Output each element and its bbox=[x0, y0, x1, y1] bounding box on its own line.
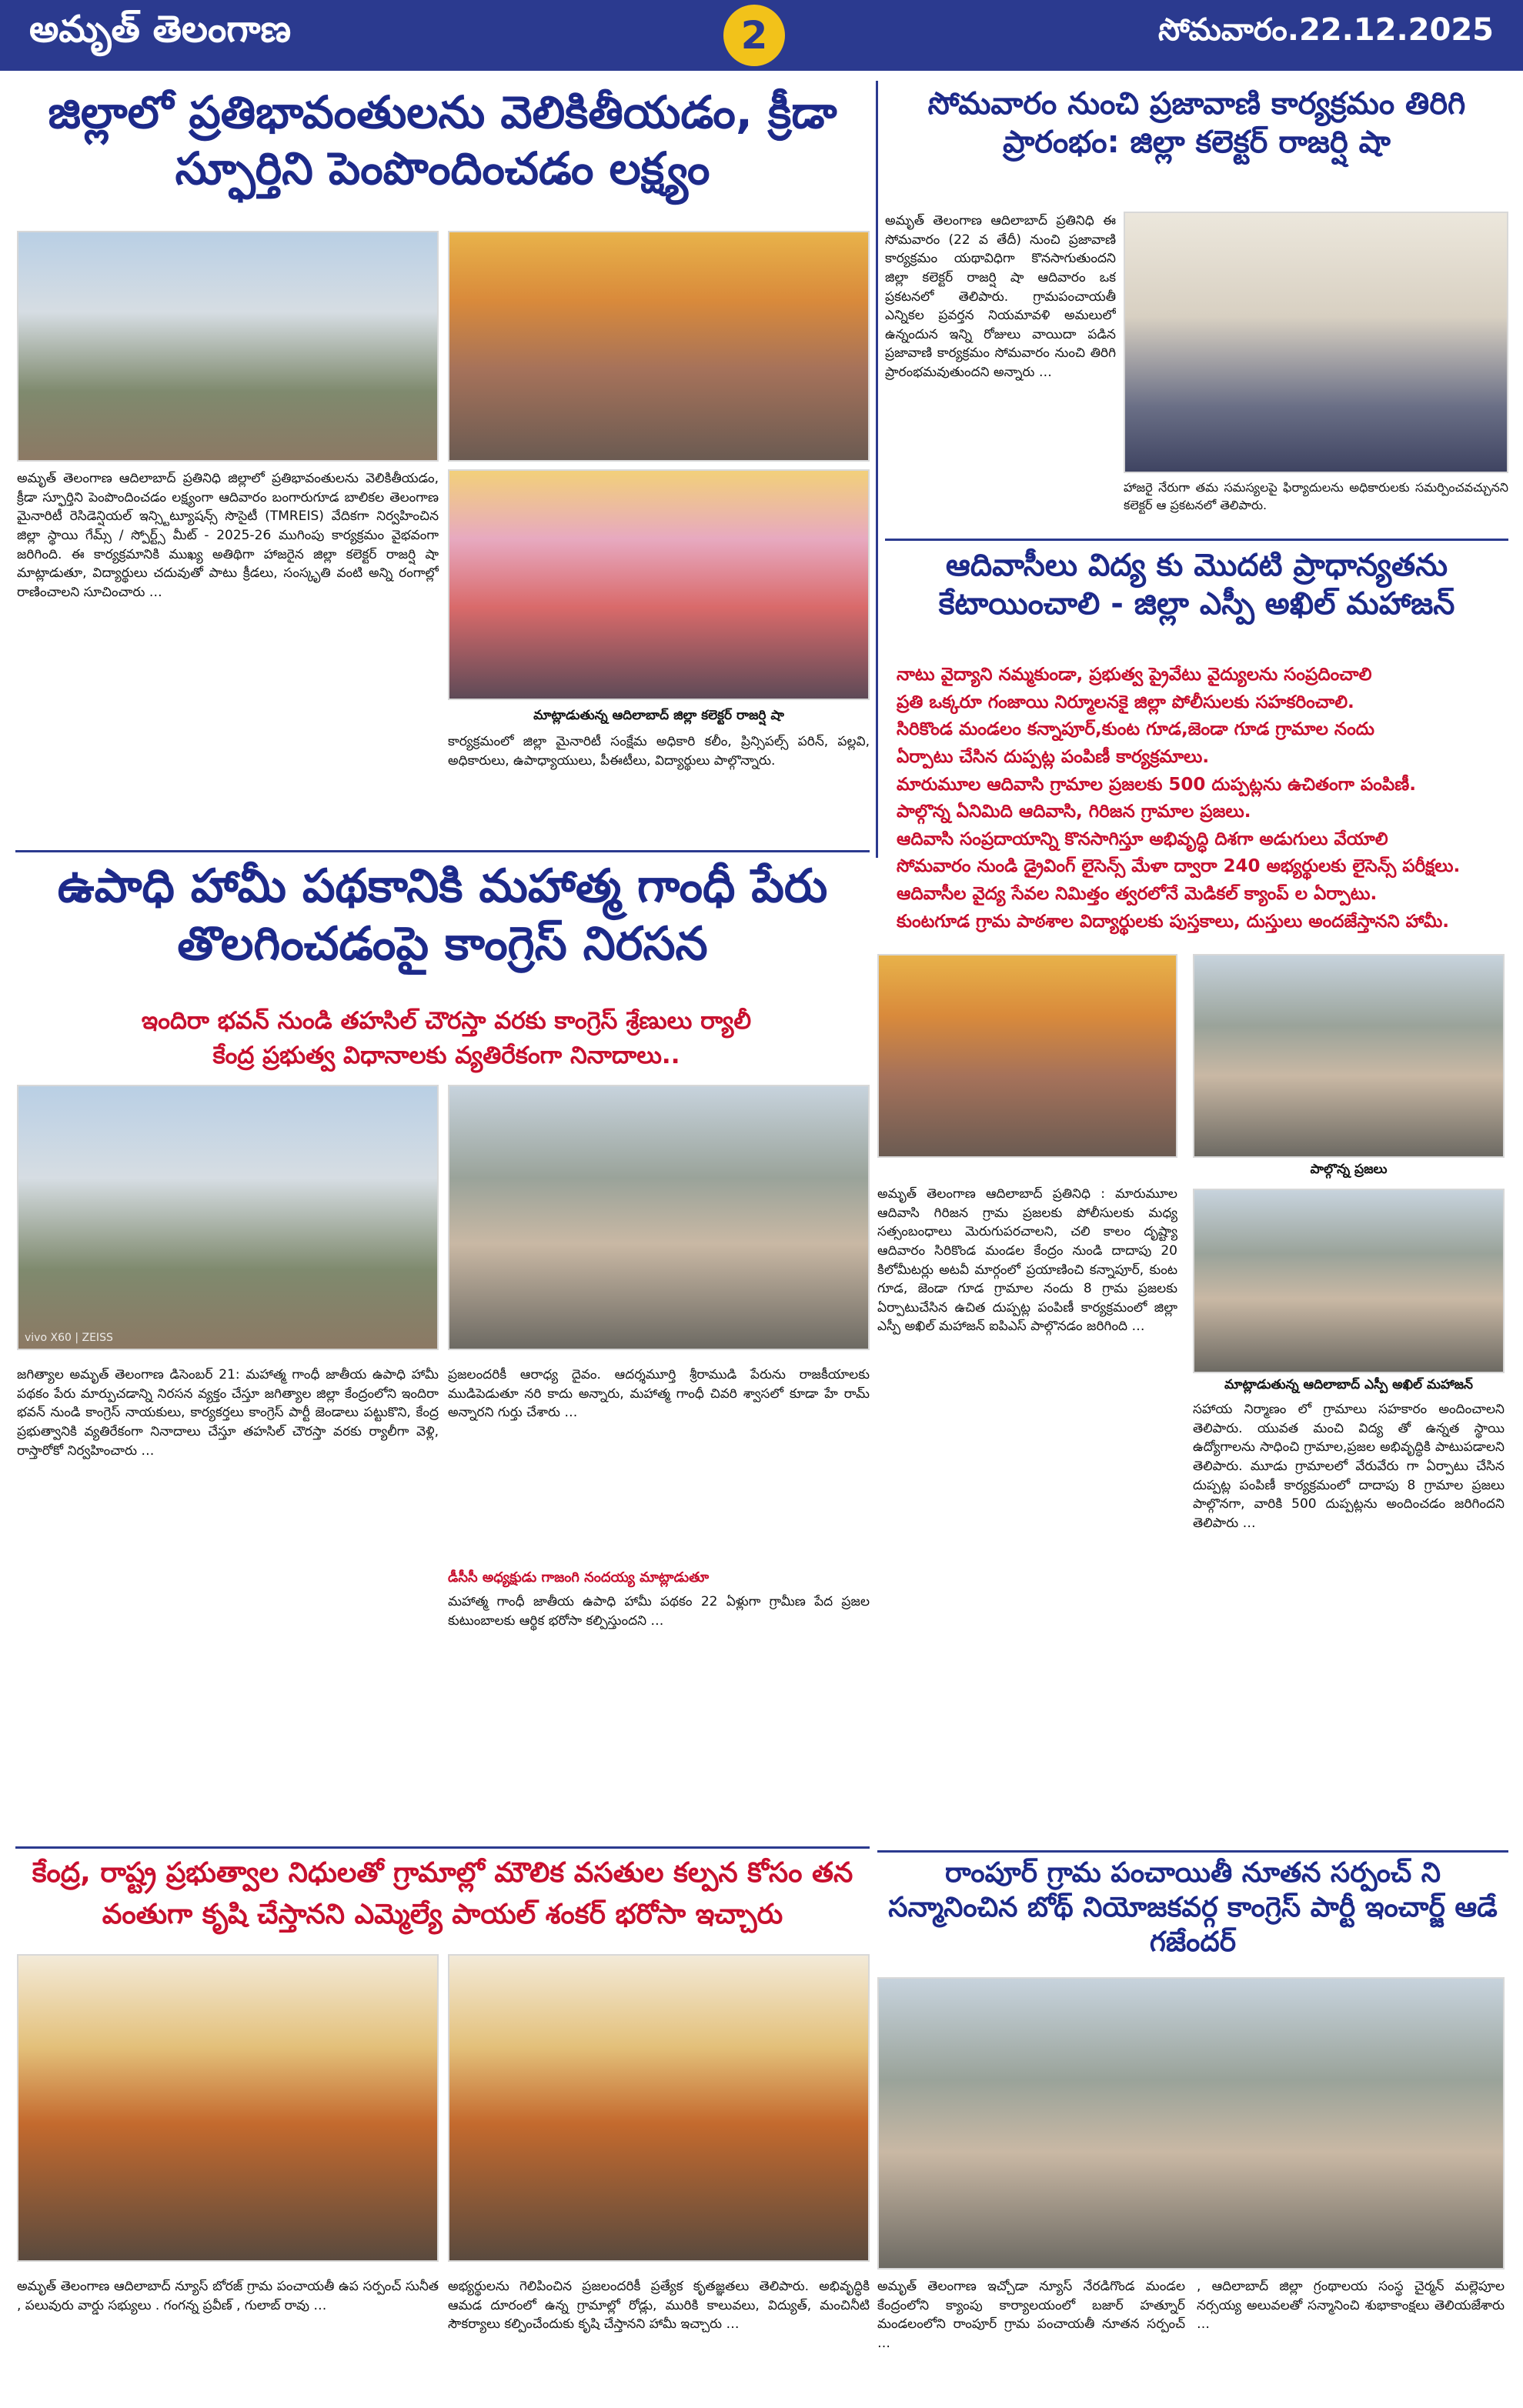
sp-bullet: ప్రతి ఒక్కరూ గంజాయి నిర్మూలనకై జిల్లా పోలీసులకు సహకరించాలి. bbox=[897, 692, 1354, 712]
mla-photo-right bbox=[448, 1954, 870, 2262]
sp-bullet: ఆదివాసి సంప్రదాయాన్ని కొనసాగిస్తూ అభివృద్ధి దిశగా అడుగులు వేయాలి bbox=[897, 829, 1388, 849]
congress-story bbox=[15, 858, 870, 1004]
congress-sit-in-photo bbox=[448, 1085, 870, 1350]
villagers-photo bbox=[1193, 954, 1505, 1158]
masthead bbox=[0, 0, 1523, 71]
congress-subhead: కేంద్ర ప్రభుత్వ విధానాలకు వ్యతిరేకంగా నినాదాలు.. bbox=[212, 1041, 680, 1069]
sports-story bbox=[15, 85, 870, 215]
column-divider bbox=[876, 81, 878, 858]
section-divider bbox=[15, 1846, 870, 1849]
sarpanch-body-left: అమృత్ తెలంగాణ ఇచ్చోడా న్యూస్ నేరడిగొండ మండల కేంద్రంలోని క్యాంపు కార్యాలయంలో బజార్ హత్నూర్ మండలంలోని రాంపూర్ గ్రామ పంచాయతీ నూతన సర్పంచ్ … bbox=[877, 2279, 1185, 2351]
mla-headline: కేంద్ర, రాష్ట్ర ప్రభుత్వాల నిధులతో గ్రామాల్లో మౌలిక వసతుల కల్పన కోసం తన వంతుగా కృషి చేస్తానని ఎమ్మెల్యే పాయల్ శంకర్ భరోసా ఇచ్చారు bbox=[32, 1857, 853, 1930]
prajavani-headline: సోమవారం నుంచి ప్రజావాణి కార్యక్రమం తిరిగి ప్రారంభం: జిల్లా కలెక్టర్ రాజర్షి షా bbox=[927, 86, 1466, 160]
sp-bullet: ఏర్పాటు చేసిన దుప్పట్ల పంపిణీ కార్యక్రమాలు. bbox=[897, 746, 1210, 767]
sp-headline: ఆదివాసీలు విద్య కు మొదటి ప్రాధాన్యతను కేటాయించాలి - జిల్లా ఎస్పీ అఖిల్ మహాజన్ bbox=[938, 548, 1455, 622]
page-number-badge: 2 bbox=[723, 5, 785, 66]
sp-bullet: నాటు వైద్యాని నమ్మకుండా, ప్రభుత్వ ప్రైవేటు వైద్యులను సంప్రదించాలి bbox=[897, 665, 1372, 685]
section-divider bbox=[877, 1850, 1508, 1853]
sp-speaking-photo bbox=[1193, 1189, 1505, 1373]
sp-body-right: సహాయ నిర్మాణం లో గ్రామాలు సహకారం అందించాలని తెలిపారు. యువత మంచి విద్య తో ఉన్నత స్థాయి ఉద్యోగాలను సాధించి గ్రామాల,ప్రజల అభివృద్ధికి పాటుపడాలని తెలిపారు. మూడు గ్రామాలలో వేరువేరు గా ఏర్పాటు చేసిన దుప్పట్ల పంపిణీ కార్యక్రమంలో దాదాపు 8 గ్రామాల ప్రజలు పాల్గొనగా, వారికి 500 దుప్పట్లను అందించడం జరిగిందని తెలిపారు … bbox=[1193, 1402, 1505, 1531]
sp-bullet: పాల్గొన్న ఏనిమిది ఆదివాసి, గిరిజన గ్రామాల ప్రజలు. bbox=[897, 802, 1251, 822]
sarpanch-headline: రాంపూర్ గ్రామ పంచాయితీ నూతన సర్పంచ్ ని సన్మానించిన బోథ్ నియోజకవర్గ కాంగ్రెస్ పార్టీ ఇంచార్జ్ ఆడే గజేందర్ bbox=[888, 1857, 1498, 1958]
sarpanch-story bbox=[877, 1856, 1508, 1971]
sports-field-photo bbox=[17, 231, 439, 462]
sp-caption: మాట్లాడుతున్న ఆదిలాబాద్ ఎస్పీ అఖిల్ మహాజన్ bbox=[1224, 1377, 1473, 1392]
congress-inline-subhead: డీసీసీ అధ్యక్షుడు గాజంగి నందయ్య మాట్లాడుతూ bbox=[448, 1569, 710, 1586]
collector-speaking-photo bbox=[448, 469, 870, 700]
sp-blanket-photo bbox=[877, 954, 1177, 1158]
mla-photo-left bbox=[17, 1954, 439, 2262]
congress-subheads bbox=[31, 1004, 862, 1073]
mla-story bbox=[15, 1853, 870, 1945]
sp-bullet: ఆదివాసీల వైద్య సేవల నిమిత్తం త్వరలోనే మెడికల్ క్యాంప్ ల ఏర్పాటు. bbox=[897, 884, 1378, 905]
sarpanch-felicitation-photo bbox=[877, 1977, 1505, 2270]
sports-caption: మాట్లాడుతున్న ఆదిలాబాద్ జిల్లా కలెక్టర్ రాజర్షి షా bbox=[533, 708, 784, 723]
sports-prize-photo bbox=[448, 231, 870, 462]
sports-headline: జిల్లాలో ప్రతిభావంతులను వెలికితీయడం, క్రీడా స్ఫూర్తిని పెంపొందించడం లక్ష్యం bbox=[48, 86, 837, 195]
sp-bullet-list bbox=[897, 662, 1512, 946]
villagers-caption: పాల్గొన్న ప్రజలు bbox=[1310, 1162, 1388, 1177]
congress-subhead: ఇందిరా భవన్ నుండి తహసిల్ చౌరస్తా వరకు కాంగ్రెస్ శ్రేణులు ర్యాలీ bbox=[141, 1007, 752, 1035]
section-divider bbox=[885, 539, 1508, 541]
camera-stamp: vivo X60 | ZEISS bbox=[25, 1332, 113, 1344]
mla-body-right: అభ్యర్థులను గెలిపించిన ప్రజలందరికీ ప్రత్యేక కృతజ్ఞతలు తెలిపారు. అభివృద్ధికి ఆమడ దూరంలో ఉన్న గ్రామాల్లో రోడ్లు, మురికి కాలువలు, విద్యుత్, మంచినీటి సౌకర్యాలు కల్పించేందుకు కృషి చేస్తానని హామీ ఇచ్చారు … bbox=[448, 2279, 870, 2333]
congress-headline: ఉపాధి హామీ పథకానికి మహాత్మ గాంధీ పేరు తొలగించడంపై కాంగ్రెస్ నిరసన bbox=[57, 859, 828, 971]
issue-date: సోమవారం.22.12.2025 bbox=[1158, 12, 1494, 48]
sports-caption-extra: కార్యక్రమంలో జిల్లా మైనారిటీ సంక్షేమ అధికారి కలీం, ప్రిన్సిపల్స్ పరిన్, పల్లవి, అధికారులు, ఉపాధ్యాయులు, పీఈటీలు, విద్యార్థులు పాల్గొన్నారు. bbox=[448, 734, 870, 769]
prajavani-body: అమృత్ తెలంగాణ ఆదిలాబాద్ ప్రతినిధి ఈ సోమవారం (22 వ తేదీ) నుంచి ప్రజావాణి కార్యక్రమం యథావిధిగా కొనసాగుతుందని జిల్లా కలెక్టర్ రాజర్షి షా ఆదివారం ఒక ప్రకటనలో తెలిపారు. గ్రామపంచాయతీ ఎన్నికల ప్రవర్తన నియమావళి అమలులో ఉన్నందున ఇన్ని రోజులు వాయిదా పడిన ప్రజావాణి కార్యక్రమం సోమవారం నుంచి తిరిగి ప్రారంభమవుతుందని అన్నారు … bbox=[885, 213, 1116, 381]
congress-body-left: జగిత్యాల అమృత్ తెలంగాణ డిసెంబర్ 21: మహాత్మ గాంధీ జాతీయ ఉపాధి హామీ పథకం పేరు మార్పుచడాన్ని నిరసన వ్యక్తం చేస్తూ జగిత్యాల జిల్లా కేంద్రంలోని ఇందిరా భవన్ నుండి కాంగ్రెస్ నాయకులు, కార్యకర్తలు కాంగ్రెస్ పార్టీ జెండాలు పట్టుకొని, కేంద్ర ప్రభుత్వానికి వ్యతిరేకంగా నినాదాలు చేస్తూ తహసిల్ చౌరస్తా వరకు ర్యాలీగా వెళ్లి, రాస్తారోకో నిర్వహించారు … bbox=[17, 1367, 439, 1459]
sp-body-left: అమృత్ తెలంగాణ ఆదిలాబాద్ ప్రతినిధి : మారుమూల ఆదివాసి గిరిజన గ్రామ ప్రజలకు పోలీసులకు మధ్య సత్సంబంధాలు మెరుగుపరచాలని, చలి కాలం దృష్ట్యా ఆదివారం సిరికొండ మండల కేంద్రం నుండి దాదాపు 20 కిలోమీటర్లు అటవీ మార్గంలో ప్రయాణించి కన్నాపూర్, కుంట గూడ, జెండా గూడ గ్రామాల నందు 8 గ్రామ ప్రజలకు ఏర్పాటుచేసిన ఉచిత దుప్పట్ల పంపిణీ కార్యక్రమంలో జిల్లా ఎస్పీ అఖిల్ మహాజన్ ఐపిఎస్ పాల్గొనడం జరిగింది … bbox=[877, 1186, 1177, 1335]
congress-body-right: ప్రజలందరికీ ఆరాధ్య దైవం. ఆదర్శమూర్తి శ్రీరాముడి పేరును రాజకీయాలకు ముడిపెడుతూ నరి కాదు అన్నారు, మహాత్మ గాంధీ చివరి శ్వాసలో కూడా హే రామ్ అన్నారని గుర్తు చేశారు … bbox=[448, 1367, 870, 1421]
sp-story bbox=[885, 546, 1508, 662]
sp-bullet: కుంటగూడ గ్రామ పాఠశాల విద్యార్థులకు పుస్తకాలు, దుస్తులు అందజేస్తానని హామీ. bbox=[897, 911, 1450, 932]
sp-bullet: సోమవారం నుండి డ్రైవింగ్ లైసెన్స్ మేళా ద్వారా 240 అభ్యర్థులకు లైసెన్స్ పరీక్షలు. bbox=[897, 856, 1461, 877]
sarpanch-body-right: , ఆదిలాబాద్ జిల్లా గ్రంథాలయ సంస్థ చైర్మన్ మల్లెపూల నర్సయ్య అలువలతో సన్మానించి శుభాకాంక్షలు తెలియజేశారు … bbox=[1197, 2279, 1505, 2333]
prajavani-caption: హాజరై నేరుగా తమ సమస్యలపై ఫిర్యాదులను అధికారులకు సమర్పించవచ్చునని కలెక్టర్ ఆ ప్రకటనలో తెలిపారు. bbox=[1124, 480, 1508, 513]
sp-bullet: మారుమూల ఆదివాసి గ్రామాల ప్రజలకు 500 దుప్పట్లను ఉచితంగా పంపిణీ. bbox=[897, 774, 1416, 795]
sports-body: అమృత్ తెలంగాణ ఆదిలాబాద్ ప్రతినిధి జిల్లాలో ప్రతిభావంతులను వెలికితీయడం, క్రీడా స్ఫూర్తిని పెంపొందించడం లక్ష్యంగా ఆదివారం బంగారుగూడ బాలికల తెలంగాణ మైనారిటీ రెసిడెన్షియల్ ఇన్స్టిట్యూషన్స్ సొసైటీ (TMREIS) వేదికగా నిర్వహించిన జిల్లా స్థాయి గేమ్స్ / స్పోర్ట్స్ మీట్ - 2025-26 ముగింపు కార్యక్రమం వైభవంగా జరిగింది. ఈ కార్యక్రమానికి ముఖ్య అతిథిగా హాజరైన జిల్లా కలెక్టర్ రాజర్షి షా మాట్లాడుతూ, విద్యార్థులు చదువుతో పాటు క్రీడలు, సంస్కృతి వంటి అన్ని రంగాల్లో రాణించాలని సూచించారు … bbox=[17, 471, 439, 600]
congress-body-right-2: మహాత్మ గాంధీ జాతీయ ఉపాధి హామీ పథకం 22 ఏళ్లుగా గ్రామీణ పేద ప్రజల కుటుంబాలకు ఆర్థిక భరోసా కల్పిస్తుందని … bbox=[448, 1594, 870, 1629]
section-divider bbox=[15, 850, 870, 852]
collector-office-photo bbox=[1124, 212, 1508, 473]
congress-rally-photo bbox=[17, 1085, 439, 1350]
sp-bullet: సిరికొండ మండలం కన్నాపూర్,కుంట గూడ,జెండా గూడ గ్రామాల నందు bbox=[897, 719, 1374, 740]
prajavani-story bbox=[885, 85, 1508, 208]
mla-body-left: అమృత్ తెలంగాణ ఆదిలాబాద్ న్యూస్ బోరజ్ గ్రామ పంచాయతీ ఉప సర్పంచ్ సునీత , పలువురు వార్డు సభ్యులు . గంగన్న ప్రవీణ్ , గులాబ్ రావు … bbox=[17, 2279, 439, 2313]
paper-name: అమృత్ తెలంగాణ bbox=[29, 8, 292, 51]
